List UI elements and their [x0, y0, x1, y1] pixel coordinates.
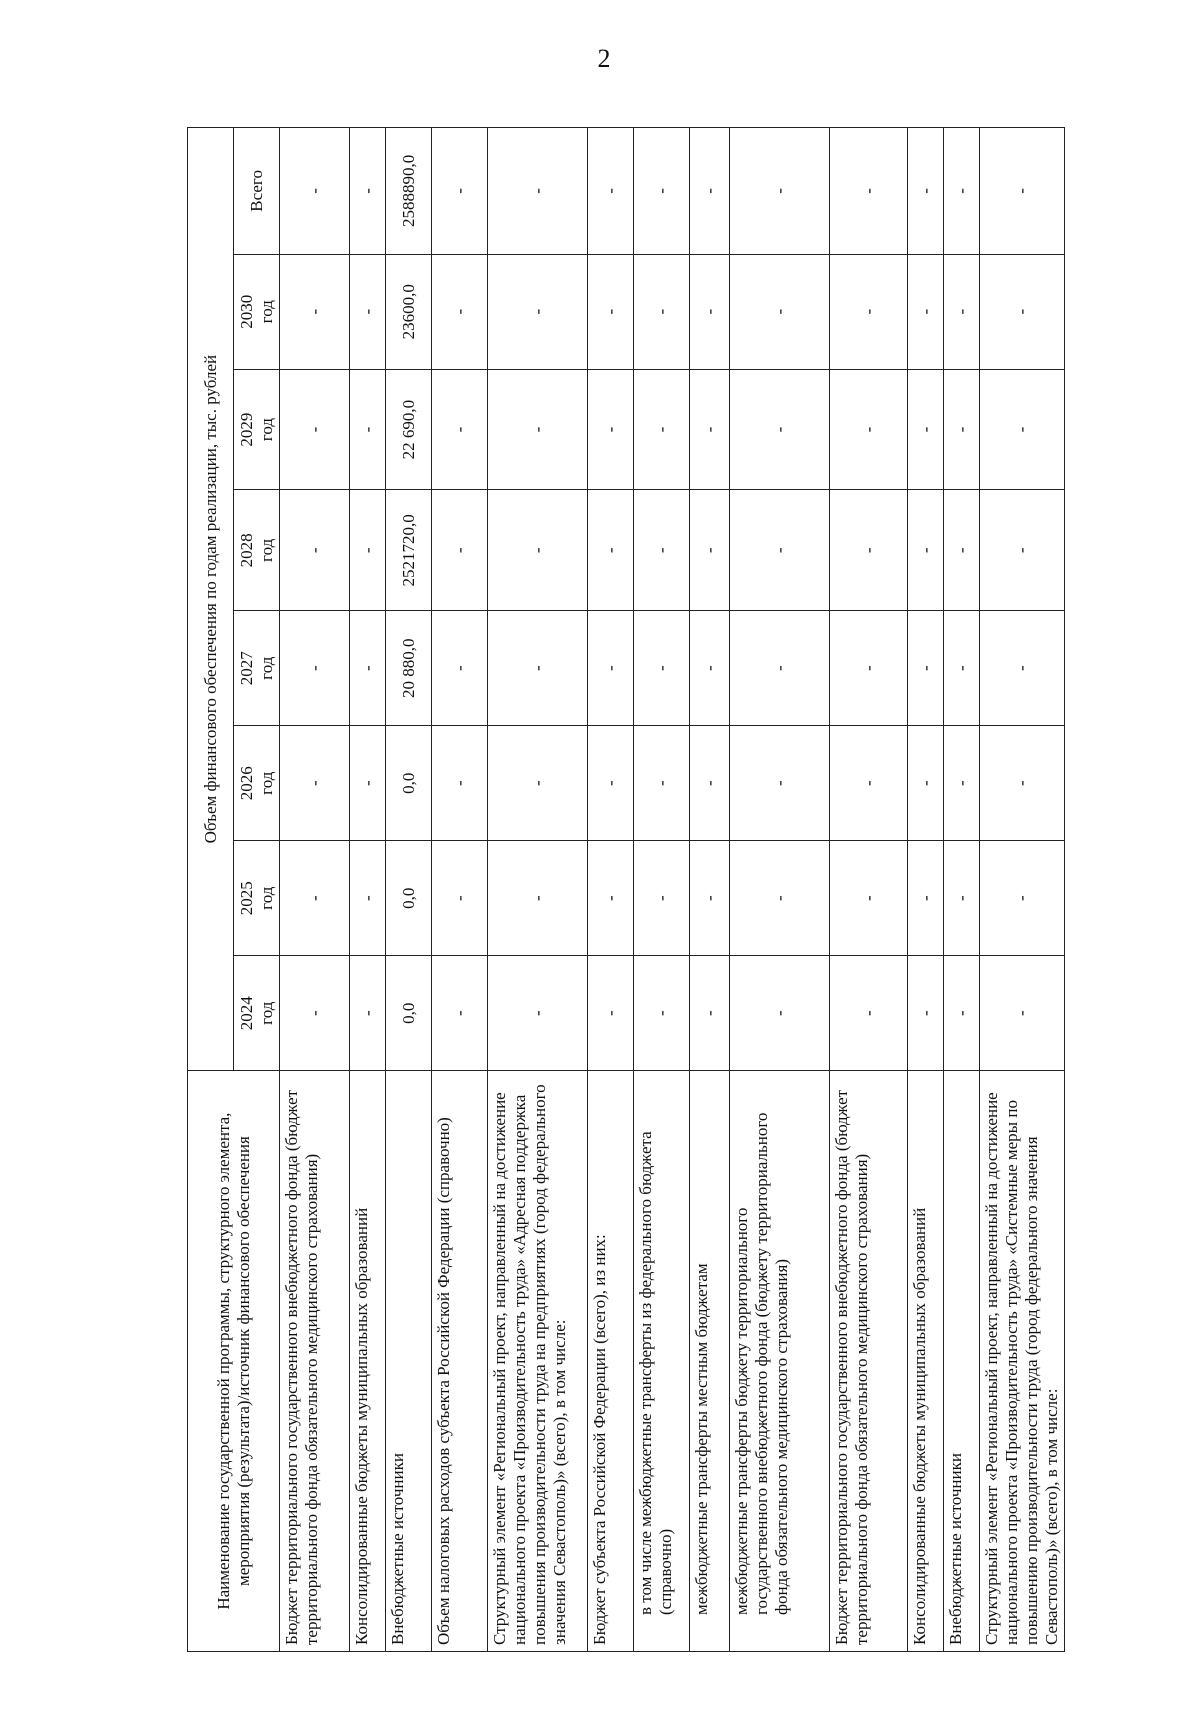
row-value: -: [690, 128, 730, 255]
row-value: -: [830, 128, 908, 255]
row-value: -: [980, 841, 1065, 956]
row-name: Внебюджетные источники: [944, 1071, 980, 1652]
row-value: -: [634, 841, 690, 956]
row-value: -: [908, 611, 944, 726]
row-value: -: [730, 128, 830, 255]
row-value: -: [730, 956, 830, 1071]
row-name: Объем налоговых расходов субъекта Российской Федерации (справочно): [432, 1071, 488, 1652]
row-value: -: [944, 369, 980, 490]
header-year-unit: год: [256, 1001, 276, 1025]
row-value: -: [730, 490, 830, 611]
row-value: -: [944, 128, 980, 255]
row-value: -: [634, 128, 690, 255]
row-value: -: [908, 726, 944, 841]
table-row: [280, 128, 350, 1652]
row-value: -: [488, 254, 588, 369]
row-value: -: [280, 726, 350, 841]
row-value: -: [908, 369, 944, 490]
row-value: -: [588, 369, 634, 490]
row-value: -: [432, 128, 488, 255]
row-name: Бюджет субъекта Российской Федерации (всего), из них:: [588, 1071, 634, 1652]
table-row: [690, 128, 730, 1652]
row-value: -: [944, 956, 980, 1071]
row-value: -: [634, 254, 690, 369]
row-value: -: [730, 611, 830, 726]
row-value: -: [980, 726, 1065, 841]
row-value: 22 690,0: [386, 369, 432, 490]
row-value: -: [350, 128, 386, 255]
row-value: -: [350, 254, 386, 369]
row-value: -: [634, 611, 690, 726]
row-value: -: [944, 611, 980, 726]
row-value: -: [690, 490, 730, 611]
row-name: межбюджетные трансферты местным бюджетам: [690, 1071, 730, 1652]
row-value: -: [980, 369, 1065, 490]
row-value: -: [830, 611, 908, 726]
row-name: Бюджет территориального государственного внебюджетного фонда (бюджет территориального фонда обязательного медицинского страхования): [830, 1071, 908, 1652]
row-value: -: [488, 726, 588, 841]
row-value: -: [350, 956, 386, 1071]
row-name: межбюджетные трансферты бюджету территориального государственного внебюджетного фонда (бюджету территориального фонда обязательного медицинского страхования): [730, 1071, 830, 1652]
header-total: Всего: [234, 128, 280, 255]
row-value: -: [350, 369, 386, 490]
row-value: -: [730, 841, 830, 956]
row-value: -: [980, 128, 1065, 255]
row-value: -: [588, 128, 634, 255]
row-value: -: [488, 128, 588, 255]
row-value: -: [588, 726, 634, 841]
row-value: -: [350, 490, 386, 611]
row-value: -: [280, 611, 350, 726]
row-value: -: [634, 956, 690, 1071]
row-value: -: [432, 841, 488, 956]
row-value: -: [634, 490, 690, 611]
row-value: -: [730, 369, 830, 490]
row-value: -: [944, 490, 980, 611]
row-name: Внебюджетные источники: [386, 1071, 432, 1652]
header-year-2025: [234, 841, 280, 956]
row-value: -: [690, 254, 730, 369]
row-value: -: [432, 369, 488, 490]
row-value: -: [280, 369, 350, 490]
header-year-2026: [234, 726, 280, 841]
header-year-number: 2028: [236, 533, 256, 568]
row-value: -: [830, 490, 908, 611]
row-value: -: [488, 841, 588, 956]
row-value: -: [432, 956, 488, 1071]
row-value: 23600,0: [386, 254, 432, 369]
row-name: Консолидированные бюджеты муниципальных образований: [908, 1071, 944, 1652]
row-value: -: [432, 490, 488, 611]
row-value: -: [944, 254, 980, 369]
row-value: -: [690, 369, 730, 490]
header-year-unit: год: [256, 656, 276, 680]
row-value: 2521720,0: [386, 490, 432, 611]
header-year-unit: год: [256, 771, 276, 795]
table-row: [432, 128, 488, 1652]
row-value: -: [908, 490, 944, 611]
row-value: -: [830, 726, 908, 841]
row-value: -: [280, 254, 350, 369]
header-year-unit: год: [256, 300, 276, 324]
table-row: [386, 128, 432, 1652]
row-value: -: [280, 490, 350, 611]
row-value: -: [432, 254, 488, 369]
row-value: -: [908, 254, 944, 369]
table-row: [944, 128, 980, 1652]
row-value: -: [730, 726, 830, 841]
header-year-number: 2030: [236, 294, 256, 329]
table-row: [830, 128, 908, 1652]
row-value: -: [280, 128, 350, 255]
row-name: Структурный элемент «Региональный проект, направленный на достижение национального проекта «Производительность труда» «Адресная поддержка повышения производительности труда на предприятиях (город федерального значения Севастополь)» (всего), в том числе:: [488, 1071, 588, 1652]
row-value: -: [980, 254, 1065, 369]
row-value: -: [588, 956, 634, 1071]
table-row: [488, 128, 588, 1652]
header-year-number: 2024: [236, 996, 256, 1031]
row-value: -: [432, 611, 488, 726]
header-year-2028: [234, 490, 280, 611]
row-value: -: [944, 841, 980, 956]
row-value: -: [280, 956, 350, 1071]
row-value: -: [350, 841, 386, 956]
table-row: [634, 128, 690, 1652]
row-name: Структурный элемент «Региональный проект, направленный на достижение национального проекта «Производительность труда» «Системные меры по повышению производительности труда (город федерального значения Севастополь)» (всего), в том числе:: [980, 1071, 1065, 1652]
table-row: [730, 128, 830, 1652]
row-value: -: [350, 726, 386, 841]
page-number: 2: [597, 44, 611, 73]
financing-table: [187, 127, 1065, 1652]
row-value: -: [588, 611, 634, 726]
row-value: -: [280, 841, 350, 956]
row-value: -: [690, 956, 730, 1071]
header-name-column: Наименование государственной программы, структурного элемента, мероприятия (результата)/источник финансового обеспечения: [188, 1071, 280, 1652]
row-value: -: [908, 956, 944, 1071]
row-value: 0,0: [386, 841, 432, 956]
table-row: [588, 128, 634, 1652]
row-value: -: [830, 841, 908, 956]
header-year-2024: [234, 956, 280, 1071]
row-name: в том числе межбюджетные трансферты из федерального бюджета (справочно): [634, 1071, 690, 1652]
row-value: -: [980, 611, 1065, 726]
row-value: -: [488, 956, 588, 1071]
row-value: -: [588, 490, 634, 611]
row-value: -: [830, 956, 908, 1071]
row-value: -: [830, 254, 908, 369]
row-value: -: [690, 726, 730, 841]
table-body: [280, 128, 1065, 1652]
header-year-2027: [234, 611, 280, 726]
row-value: -: [690, 841, 730, 956]
header-year-number: 2025: [236, 881, 256, 916]
row-value: 0,0: [386, 726, 432, 841]
row-value: -: [690, 611, 730, 726]
header-year-2029: [234, 369, 280, 490]
header-year-unit: год: [256, 886, 276, 910]
row-value: -: [730, 254, 830, 369]
header-year-number: 2029: [236, 412, 256, 447]
row-value: -: [634, 369, 690, 490]
row-value: -: [488, 369, 588, 490]
row-value: 20 880,0: [386, 611, 432, 726]
row-value: -: [944, 726, 980, 841]
row-value: -: [980, 956, 1065, 1071]
header-year-number: 2027: [236, 651, 256, 686]
row-value: -: [350, 611, 386, 726]
header-group-title: Объем финансового обеспечения по годам реализации, тыс. рублей: [188, 128, 234, 1071]
row-value: -: [980, 490, 1065, 611]
header-year-unit: год: [256, 417, 276, 442]
row-name: Бюджет территориального государственного внебюджетного фонда (бюджет территориального фонда обязательного медицинского страхования): [280, 1071, 350, 1652]
row-value: 2588890,0: [386, 128, 432, 255]
row-value: 0,0: [386, 956, 432, 1071]
row-value: -: [488, 490, 588, 611]
row-value: -: [634, 726, 690, 841]
table-row: [350, 128, 386, 1652]
row-value: -: [588, 254, 634, 369]
table-row: [980, 128, 1065, 1652]
header-year-number: 2026: [236, 766, 256, 801]
header-year-2030: [234, 254, 280, 369]
row-value: -: [488, 611, 588, 726]
row-value: -: [432, 726, 488, 841]
row-name: Консолидированные бюджеты муниципальных образований: [350, 1071, 386, 1652]
header-year-unit: год: [256, 538, 276, 562]
financing-table-container: [187, 127, 1061, 1652]
table-row: [908, 128, 944, 1652]
row-value: -: [588, 841, 634, 956]
row-value: -: [830, 369, 908, 490]
row-value: -: [908, 841, 944, 956]
row-value: -: [908, 128, 944, 255]
